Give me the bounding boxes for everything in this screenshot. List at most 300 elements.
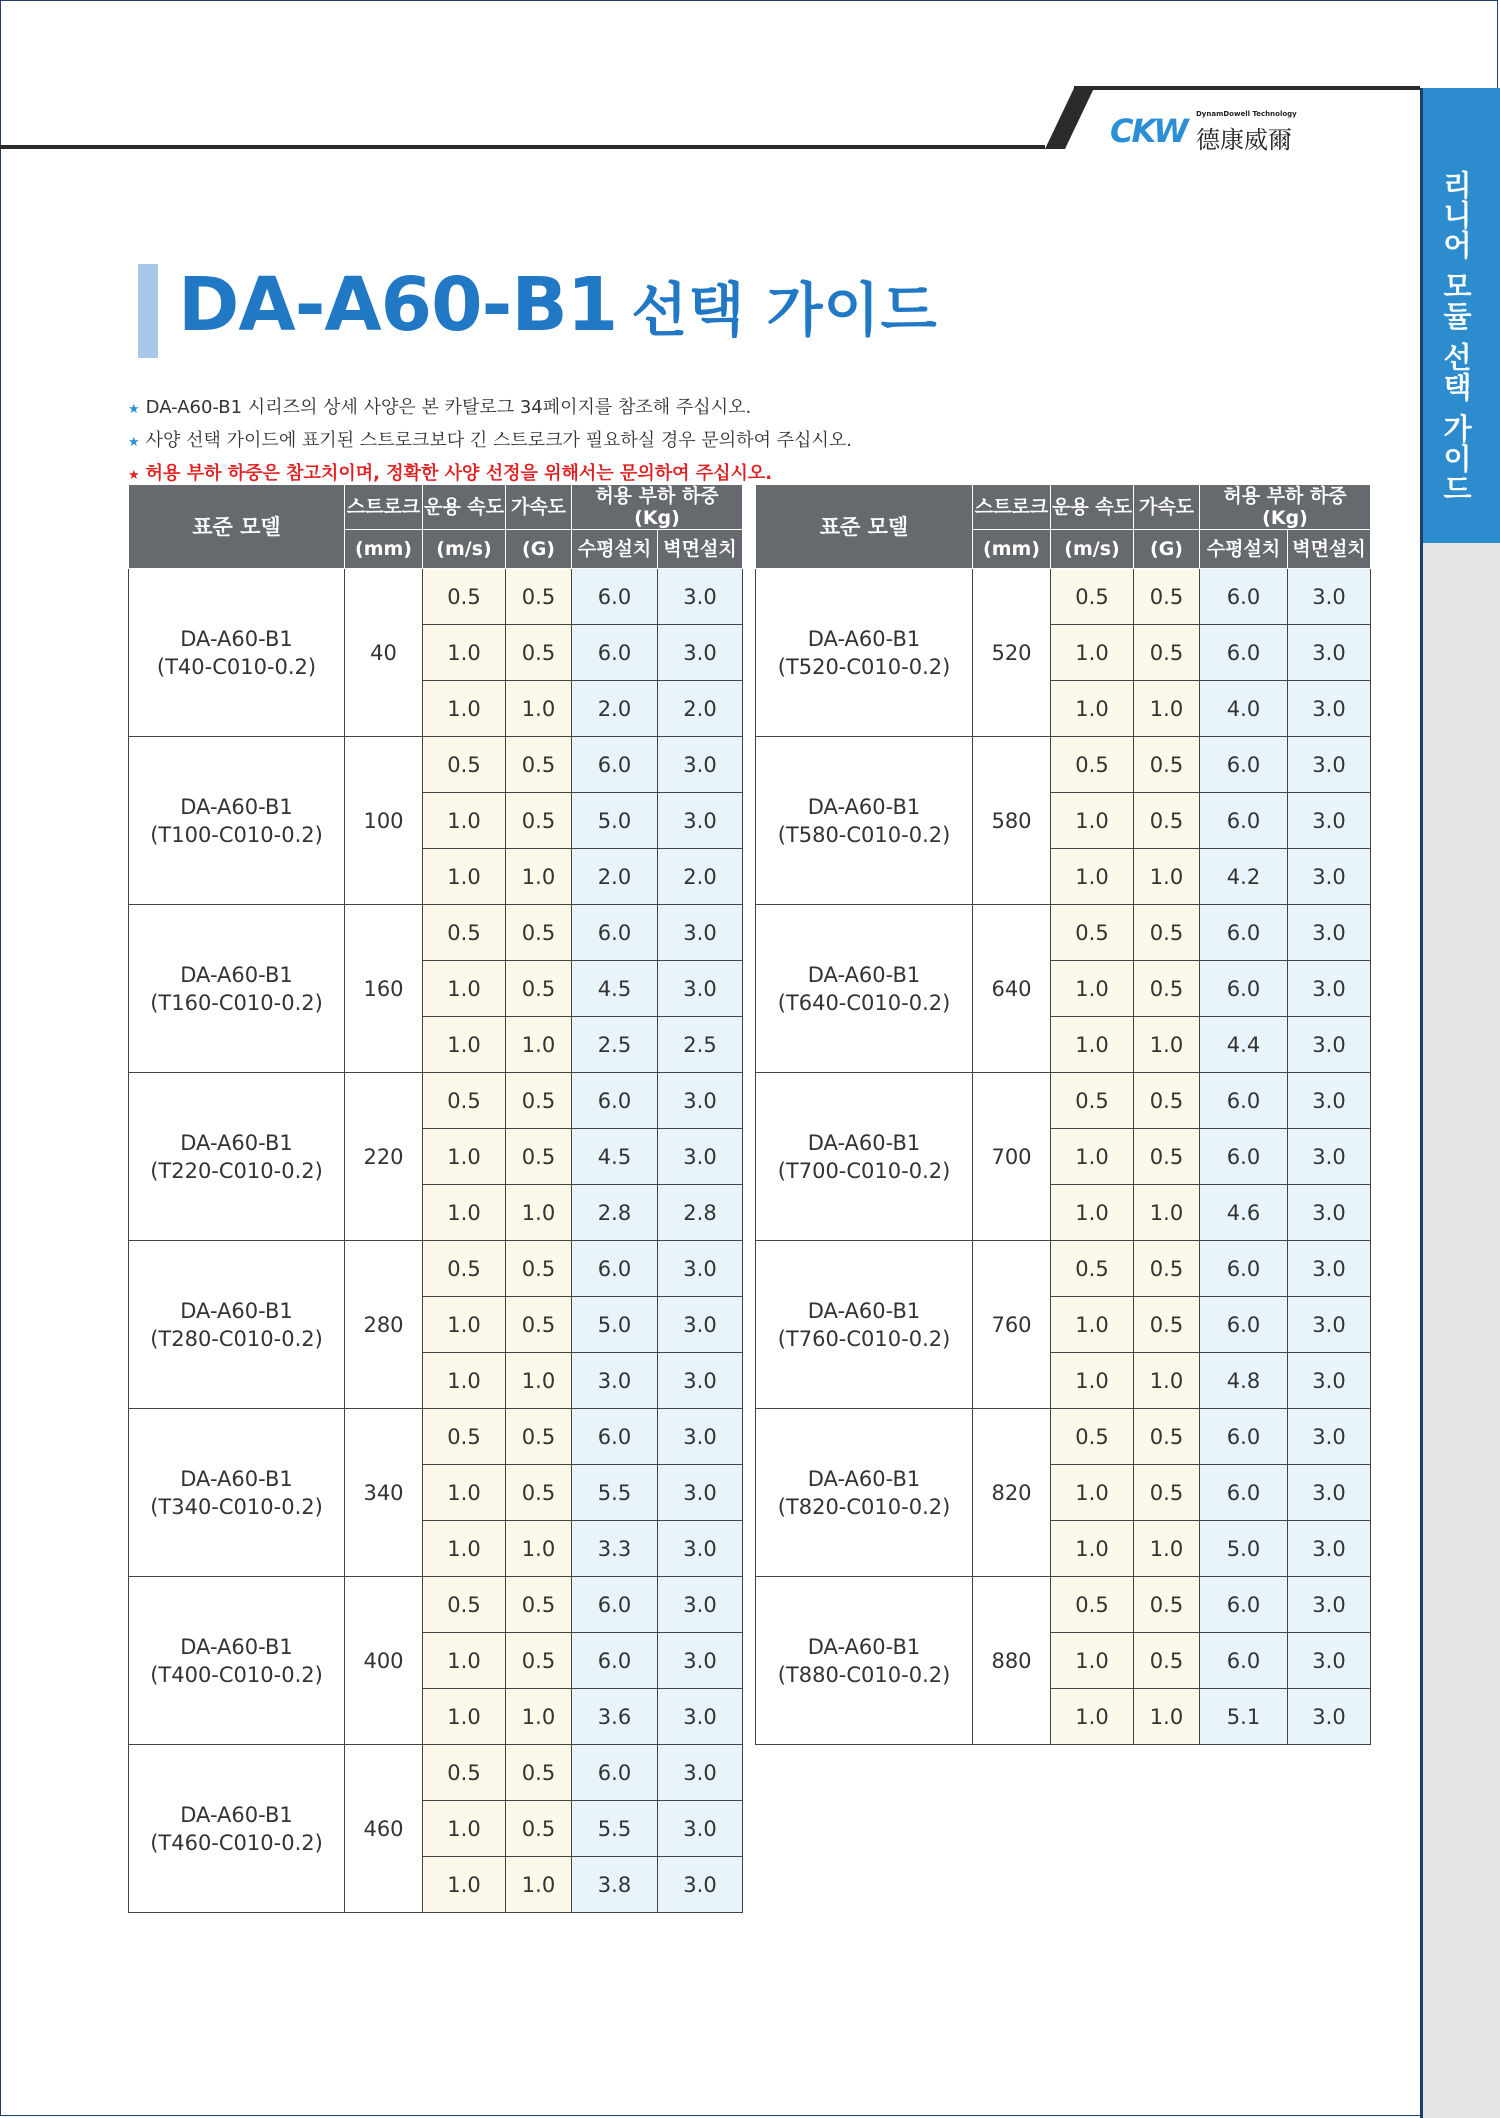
model-code: (T280-C010-0.2) (150, 1326, 323, 1351)
note-item (128, 425, 852, 458)
speed-cell: 1.0 (423, 625, 506, 681)
model-name: DA-A60-B1 (807, 794, 921, 819)
wall-load-cell: 3.0 (658, 1745, 743, 1801)
horizontal-load-cell: 4.6 (1200, 1185, 1288, 1241)
stroke-cell: 40 (345, 569, 423, 737)
model-name: DA-A60-B1 (807, 1466, 921, 1491)
speed-cell: 1.0 (423, 1185, 506, 1241)
page-title (178, 262, 938, 348)
horizontal-load-cell: 4.2 (1200, 849, 1288, 905)
speed-cell: 1.0 (423, 1353, 506, 1409)
horizontal-load-cell: 6.0 (1200, 625, 1288, 681)
accel-cell: 0.5 (506, 793, 572, 849)
header-stroke: 스트로크 (345, 485, 423, 530)
accel-cell: 1.0 (1134, 1521, 1200, 1577)
wall-load-cell: 3.0 (1288, 1689, 1371, 1745)
header-horizontal: 수평설치 (1200, 530, 1288, 569)
model-cell (129, 569, 345, 737)
star-icon: ★ (128, 468, 140, 483)
model-name: DA-A60-B1 (180, 1130, 293, 1155)
speed-cell: 1.0 (423, 1689, 506, 1745)
model-name: DA-A60-B1 (180, 1634, 293, 1659)
model-cell (756, 905, 973, 1073)
speed-cell: 1.0 (1051, 793, 1134, 849)
speed-cell: 1.0 (423, 1297, 506, 1353)
horizontal-load-cell: 4.5 (572, 1129, 658, 1185)
accel-cell: 1.0 (1134, 1353, 1200, 1409)
side-tab-label: 리니어 모듈 선택 가이드 (1439, 170, 1473, 504)
model-cell (129, 1241, 345, 1409)
table-row (129, 1241, 743, 1297)
model-code: (T820-C010-0.2) (777, 1494, 951, 1519)
horizontal-load-cell: 5.0 (572, 1297, 658, 1353)
speed-cell: 1.0 (423, 1633, 506, 1689)
accel-cell: 0.5 (506, 1129, 572, 1185)
table-row (129, 1577, 743, 1633)
model-cell (129, 905, 345, 1073)
header-slash (1045, 86, 1095, 149)
table-row (129, 737, 743, 793)
wall-load-cell: 3.0 (658, 905, 743, 961)
brand-logo (1110, 108, 1310, 152)
model-code: (T460-C010-0.2) (150, 1830, 323, 1855)
model-name: DA-A60-B1 (180, 1466, 293, 1491)
header-accel: 가속도 (506, 485, 572, 530)
table-row (129, 1745, 743, 1801)
stroke-cell: 760 (973, 1241, 1051, 1409)
horizontal-load-cell: 6.0 (1200, 905, 1288, 961)
accel-cell: 0.5 (1134, 961, 1200, 1017)
wall-load-cell: 2.0 (658, 849, 743, 905)
horizontal-load-cell: 2.0 (572, 849, 658, 905)
speed-cell: 0.5 (423, 1241, 506, 1297)
accel-cell: 0.5 (1134, 737, 1200, 793)
stroke-cell: 520 (973, 569, 1051, 737)
speed-cell: 0.5 (1051, 1241, 1134, 1297)
horizontal-load-cell: 6.0 (572, 1073, 658, 1129)
model-name: DA-A60-B1 (807, 1130, 921, 1155)
accel-cell: 0.5 (506, 1633, 572, 1689)
wall-load-cell: 3.0 (1288, 905, 1371, 961)
wall-load-cell: 3.0 (658, 1633, 743, 1689)
speed-cell: 1.0 (1051, 849, 1134, 905)
speed-cell: 0.5 (423, 1073, 506, 1129)
notes (128, 392, 852, 491)
horizontal-load-cell: 2.8 (572, 1185, 658, 1241)
horizontal-load-cell: 5.0 (1200, 1521, 1288, 1577)
horizontal-load-cell: 6.0 (1200, 1297, 1288, 1353)
wall-load-cell: 3.0 (1288, 569, 1371, 625)
model-cell (129, 1745, 345, 1913)
horizontal-load-cell: 6.0 (1200, 1241, 1288, 1297)
wall-load-cell: 3.0 (658, 625, 743, 681)
table-row (756, 1577, 1371, 1633)
accel-cell: 1.0 (1134, 1689, 1200, 1745)
wall-load-cell: 3.0 (658, 1129, 743, 1185)
accel-cell: 0.5 (1134, 1129, 1200, 1185)
speed-cell: 1.0 (423, 1801, 506, 1857)
speed-cell: 1.0 (1051, 1297, 1134, 1353)
horizontal-load-cell: 6.0 (1200, 961, 1288, 1017)
wall-load-cell: 3.0 (1288, 1409, 1371, 1465)
model-cell (129, 1577, 345, 1745)
horizontal-load-cell: 6.0 (1200, 1073, 1288, 1129)
stroke-cell: 400 (345, 1577, 423, 1745)
wall-load-cell: 3.0 (1288, 737, 1371, 793)
title-model: DA-A60-B1 (178, 262, 618, 348)
spec-table-body (756, 569, 1371, 1745)
model-name: DA-A60-B1 (180, 626, 293, 651)
speed-cell: 1.0 (1051, 1521, 1134, 1577)
speed-cell: 0.5 (423, 1409, 506, 1465)
speed-cell: 1.0 (1051, 625, 1134, 681)
note-text: 사양 선택 가이드에 표기된 스트로크보다 긴 스트로크가 필요하실 경우 문의하여 주십시오. (145, 430, 852, 451)
spec-table-body (129, 569, 743, 1913)
horizontal-load-cell: 6.0 (572, 905, 658, 961)
spec-table-right (755, 484, 1371, 1745)
table-row (129, 1409, 743, 1465)
speed-cell: 1.0 (423, 1521, 506, 1577)
accel-cell: 0.5 (506, 569, 572, 625)
wall-load-cell: 3.0 (1288, 681, 1371, 737)
speed-cell: 1.0 (423, 1129, 506, 1185)
speed-cell: 1.0 (423, 849, 506, 905)
horizontal-load-cell: 4.5 (572, 961, 658, 1017)
model-name: DA-A60-B1 (180, 962, 293, 987)
model-name: DA-A60-B1 (807, 962, 921, 987)
wall-load-cell: 3.0 (658, 1353, 743, 1409)
accel-cell: 1.0 (506, 1521, 572, 1577)
horizontal-load-cell: 3.0 (572, 1353, 658, 1409)
wall-load-cell: 3.0 (1288, 961, 1371, 1017)
model-code: (T40-C010-0.2) (156, 654, 317, 679)
title-subtitle: 선택 가이드 (631, 276, 938, 344)
accel-cell: 1.0 (506, 1185, 572, 1241)
model-name: DA-A60-B1 (807, 1634, 921, 1659)
model-code: (T880-C010-0.2) (777, 1662, 951, 1687)
title-accent-bar (138, 264, 158, 358)
table-row (756, 1241, 1371, 1297)
wall-load-cell: 3.0 (1288, 1297, 1371, 1353)
wall-load-cell: 3.0 (658, 793, 743, 849)
model-name: DA-A60-B1 (180, 794, 293, 819)
horizontal-load-cell: 4.8 (1200, 1353, 1288, 1409)
stroke-cell: 700 (973, 1073, 1051, 1241)
horizontal-load-cell: 5.5 (572, 1465, 658, 1521)
wall-load-cell: 3.0 (658, 1689, 743, 1745)
wall-load-cell: 3.0 (1288, 1241, 1371, 1297)
model-name: DA-A60-B1 (807, 626, 921, 651)
speed-cell: 1.0 (1051, 1185, 1134, 1241)
speed-cell: 0.5 (1051, 1577, 1134, 1633)
model-code: (T760-C010-0.2) (777, 1326, 951, 1351)
header-speed-unit: (m/s) (423, 530, 506, 569)
header-accel-unit: (G) (506, 530, 572, 569)
wall-load-cell: 3.0 (658, 569, 743, 625)
model-code: (T580-C010-0.2) (777, 822, 951, 847)
horizontal-load-cell: 6.0 (1200, 793, 1288, 849)
horizontal-load-cell: 3.3 (572, 1521, 658, 1577)
speed-cell: 1.0 (423, 1017, 506, 1073)
accel-cell: 1.0 (506, 681, 572, 737)
brand-mark: CKW (1110, 112, 1187, 150)
stroke-cell: 280 (345, 1241, 423, 1409)
wall-load-cell: 3.0 (1288, 625, 1371, 681)
speed-cell: 0.5 (1051, 905, 1134, 961)
accel-cell: 1.0 (506, 1689, 572, 1745)
horizontal-load-cell: 4.0 (1200, 681, 1288, 737)
note-text: DA-A60-B1 시리즈의 상세 사양은 본 카탈로그 34페이지를 참조해 주십시오. (145, 397, 752, 418)
accel-cell: 1.0 (1134, 849, 1200, 905)
table-row (129, 569, 743, 625)
accel-cell: 0.5 (1134, 1465, 1200, 1521)
speed-cell: 0.5 (423, 905, 506, 961)
horizontal-load-cell: 6.0 (1200, 737, 1288, 793)
header-model: 표준 모델 (129, 485, 345, 569)
wall-load-cell: 3.0 (1288, 1185, 1371, 1241)
speed-cell: 1.0 (1051, 1633, 1134, 1689)
stroke-cell: 340 (345, 1409, 423, 1577)
header-accel-unit: (G) (1134, 530, 1200, 569)
accel-cell: 0.5 (506, 1577, 572, 1633)
header-load: 허용 부하 하중 (Kg) (572, 485, 743, 530)
accel-cell: 0.5 (1134, 1241, 1200, 1297)
model-cell (129, 1409, 345, 1577)
header-stroke-unit: (mm) (345, 530, 423, 569)
wall-load-cell: 3.0 (658, 1521, 743, 1577)
horizontal-load-cell: 5.1 (1200, 1689, 1288, 1745)
model-name: DA-A60-B1 (180, 1298, 293, 1323)
model-cell (129, 737, 345, 905)
model-name: DA-A60-B1 (180, 1802, 293, 1827)
model-cell (756, 737, 973, 905)
accel-cell: 0.5 (506, 1297, 572, 1353)
wall-load-cell: 3.0 (658, 1297, 743, 1353)
header-speed: 운용 속도 (423, 485, 506, 530)
spec-table-left (128, 484, 743, 1913)
horizontal-load-cell: 3.8 (572, 1857, 658, 1913)
wall-load-cell: 2.8 (658, 1185, 743, 1241)
wall-load-cell: 3.0 (658, 1073, 743, 1129)
speed-cell: 1.0 (1051, 1017, 1134, 1073)
accel-cell: 0.5 (1134, 1409, 1200, 1465)
horizontal-load-cell: 6.0 (572, 737, 658, 793)
header-stroke-unit: (mm) (973, 530, 1051, 569)
horizontal-load-cell: 2.0 (572, 681, 658, 737)
model-code: (T220-C010-0.2) (150, 1158, 323, 1183)
speed-cell: 0.5 (423, 1745, 506, 1801)
horizontal-load-cell: 6.0 (1200, 1129, 1288, 1185)
horizontal-load-cell: 2.5 (572, 1017, 658, 1073)
accel-cell: 0.5 (506, 1241, 572, 1297)
wall-load-cell: 3.0 (658, 1801, 743, 1857)
accel-cell: 1.0 (1134, 681, 1200, 737)
speed-cell: 0.5 (423, 569, 506, 625)
wall-load-cell: 3.0 (658, 1465, 743, 1521)
accel-cell: 1.0 (506, 849, 572, 905)
wall-load-cell: 3.0 (1288, 1017, 1371, 1073)
wall-load-cell: 2.0 (658, 681, 743, 737)
horizontal-load-cell: 4.4 (1200, 1017, 1288, 1073)
model-code: (T640-C010-0.2) (777, 990, 951, 1015)
table-row (129, 1073, 743, 1129)
accel-cell: 0.5 (506, 1073, 572, 1129)
header-wall: 벽면설치 (1288, 530, 1371, 569)
horizontal-load-cell: 6.0 (1200, 569, 1288, 625)
accel-cell: 0.5 (506, 737, 572, 793)
header-accel: 가속도 (1134, 485, 1200, 530)
speed-cell: 1.0 (423, 1857, 506, 1913)
header-top-rule (1074, 86, 1420, 90)
header-speed-unit: (m/s) (1051, 530, 1134, 569)
model-code: (T340-C010-0.2) (150, 1494, 323, 1519)
wall-load-cell: 3.0 (1288, 1577, 1371, 1633)
accel-cell: 0.5 (1134, 1073, 1200, 1129)
model-cell (756, 1073, 973, 1241)
header-model: 표준 모델 (756, 485, 973, 569)
accel-cell: 1.0 (506, 1857, 572, 1913)
stroke-cell: 880 (973, 1577, 1051, 1745)
horizontal-load-cell: 6.0 (1200, 1577, 1288, 1633)
brand-tagline: DynamDowell Technology (1196, 110, 1297, 118)
horizontal-load-cell: 6.0 (572, 569, 658, 625)
accel-cell: 0.5 (506, 625, 572, 681)
accel-cell: 0.5 (506, 1801, 572, 1857)
header-stroke: 스트로크 (973, 485, 1051, 530)
wall-load-cell: 3.0 (1288, 1353, 1371, 1409)
model-code: (T520-C010-0.2) (777, 654, 951, 679)
model-cell (756, 569, 973, 737)
wall-load-cell: 3.0 (658, 1857, 743, 1913)
stroke-cell: 100 (345, 737, 423, 905)
table-row (756, 1409, 1371, 1465)
header-horizontal: 수평설치 (572, 530, 658, 569)
accel-cell: 0.5 (506, 961, 572, 1017)
wall-load-cell: 3.0 (658, 1409, 743, 1465)
horizontal-load-cell: 6.0 (572, 1241, 658, 1297)
speed-cell: 1.0 (1051, 1465, 1134, 1521)
stroke-cell: 820 (973, 1409, 1051, 1577)
accel-cell: 0.5 (1134, 905, 1200, 961)
horizontal-load-cell: 6.0 (572, 1577, 658, 1633)
wall-load-cell: 3.0 (1288, 793, 1371, 849)
warning-text: 허용 부하 하중은 참고치이며, 정확한 사양 선정을 위해서는 문의하여 주십시오. (145, 463, 773, 484)
star-icon: ★ (128, 435, 140, 450)
wall-load-cell: 3.0 (1288, 849, 1371, 905)
horizontal-load-cell: 6.0 (1200, 1409, 1288, 1465)
speed-cell: 0.5 (423, 737, 506, 793)
model-cell (756, 1409, 973, 1577)
accel-cell: 0.5 (1134, 1297, 1200, 1353)
wall-load-cell: 2.5 (658, 1017, 743, 1073)
speed-cell: 0.5 (1051, 1073, 1134, 1129)
accel-cell: 0.5 (1134, 793, 1200, 849)
accel-cell: 1.0 (506, 1017, 572, 1073)
star-icon: ★ (128, 402, 140, 417)
wall-load-cell: 3.0 (658, 1241, 743, 1297)
table-row (756, 569, 1371, 625)
speed-cell: 0.5 (1051, 569, 1134, 625)
wall-load-cell: 3.0 (658, 961, 743, 1017)
accel-cell: 0.5 (506, 1465, 572, 1521)
model-cell (756, 1241, 973, 1409)
header-speed: 운용 속도 (1051, 485, 1134, 530)
model-code: (T700-C010-0.2) (777, 1158, 951, 1183)
horizontal-load-cell: 6.0 (572, 1745, 658, 1801)
speed-cell: 0.5 (1051, 737, 1134, 793)
model-cell (129, 1073, 345, 1241)
stroke-cell: 460 (345, 1745, 423, 1913)
speed-cell: 1.0 (423, 961, 506, 1017)
accel-cell: 0.5 (506, 905, 572, 961)
wall-load-cell: 3.0 (1288, 1129, 1371, 1185)
note-item (128, 392, 852, 425)
table-row (129, 905, 743, 961)
horizontal-load-cell: 6.0 (572, 1633, 658, 1689)
speed-cell: 1.0 (423, 1465, 506, 1521)
accel-cell: 0.5 (1134, 569, 1200, 625)
model-code: (T100-C010-0.2) (150, 822, 323, 847)
accel-cell: 0.5 (506, 1409, 572, 1465)
model-code: (T160-C010-0.2) (150, 990, 323, 1015)
header-load: 허용 부하 하중 (Kg) (1200, 485, 1371, 530)
speed-cell: 1.0 (1051, 1129, 1134, 1185)
wall-load-cell: 3.0 (1288, 1521, 1371, 1577)
header-rule (0, 145, 1045, 149)
horizontal-load-cell: 6.0 (1200, 1465, 1288, 1521)
stroke-cell: 220 (345, 1073, 423, 1241)
speed-cell: 0.5 (423, 1577, 506, 1633)
accel-cell: 1.0 (1134, 1185, 1200, 1241)
wall-load-cell: 3.0 (658, 737, 743, 793)
wall-load-cell: 3.0 (1288, 1465, 1371, 1521)
model-code: (T400-C010-0.2) (150, 1662, 323, 1687)
speed-cell: 1.0 (423, 681, 506, 737)
accel-cell: 0.5 (1134, 625, 1200, 681)
stroke-cell: 580 (973, 737, 1051, 905)
table-row (756, 1073, 1371, 1129)
wall-load-cell: 3.0 (658, 1577, 743, 1633)
accel-cell: 0.5 (506, 1745, 572, 1801)
header-wall: 벽면설치 (658, 530, 743, 569)
horizontal-load-cell: 6.0 (1200, 1633, 1288, 1689)
speed-cell: 1.0 (1051, 1353, 1134, 1409)
model-cell (756, 1577, 973, 1745)
stroke-cell: 640 (973, 905, 1051, 1073)
model-name: DA-A60-B1 (807, 1298, 921, 1323)
stroke-cell: 160 (345, 905, 423, 1073)
brand-name: 德康威爾 (1196, 126, 1292, 154)
horizontal-load-cell: 3.6 (572, 1689, 658, 1745)
speed-cell: 1.0 (1051, 961, 1134, 1017)
accel-cell: 0.5 (1134, 1633, 1200, 1689)
speed-cell: 0.5 (1051, 1409, 1134, 1465)
accel-cell: 0.5 (1134, 1577, 1200, 1633)
accel-cell: 1.0 (1134, 1017, 1200, 1073)
speed-cell: 1.0 (1051, 681, 1134, 737)
wall-load-cell: 3.0 (1288, 1073, 1371, 1129)
table-row (756, 905, 1371, 961)
accel-cell: 1.0 (506, 1353, 572, 1409)
table-row (756, 737, 1371, 793)
horizontal-load-cell: 5.5 (572, 1801, 658, 1857)
horizontal-load-cell: 6.0 (572, 625, 658, 681)
speed-cell: 1.0 (1051, 1689, 1134, 1745)
horizontal-load-cell: 5.0 (572, 793, 658, 849)
wall-load-cell: 3.0 (1288, 1633, 1371, 1689)
speed-cell: 1.0 (423, 793, 506, 849)
horizontal-load-cell: 6.0 (572, 1409, 658, 1465)
